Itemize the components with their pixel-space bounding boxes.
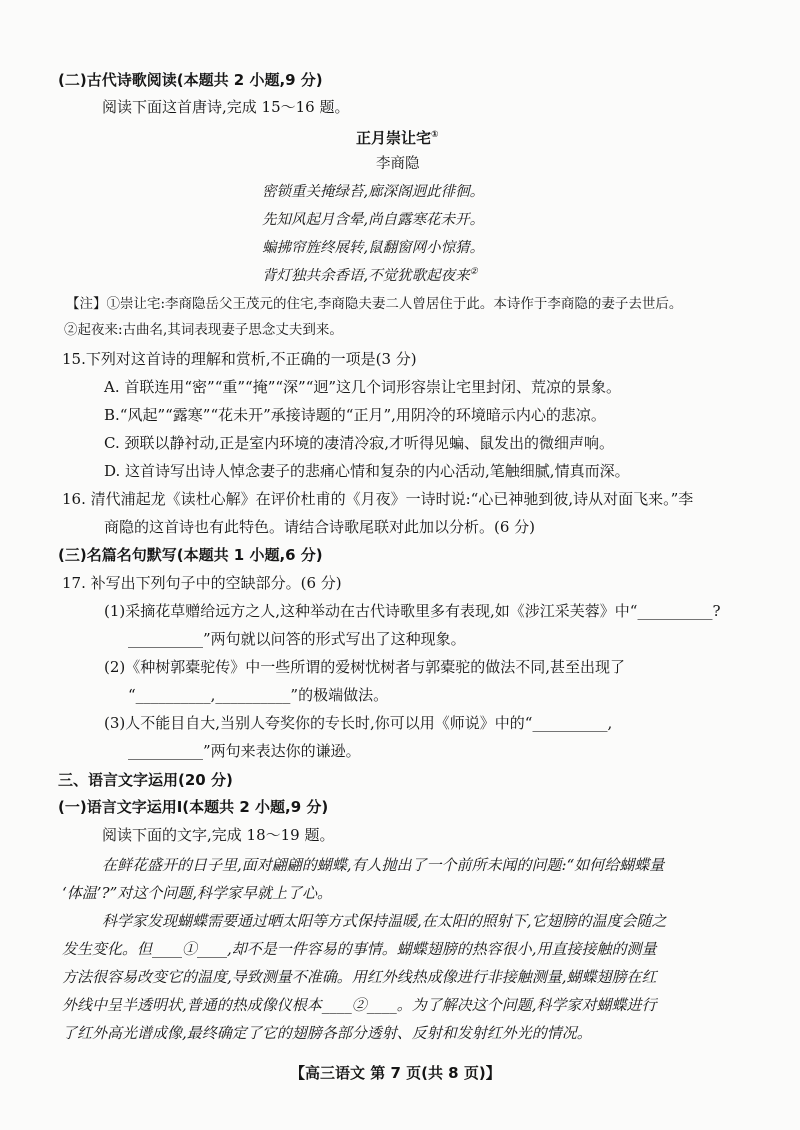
question-17-part-3b: __________”两句来表达你的谦逊。 [128,742,361,760]
section-heading-language-1: (一)语言文字运用Ⅰ(本题共 2 小题,9 分) [58,798,329,816]
page-footer: 【高三语文 第 7 页(共 8 页)】 [290,1064,501,1082]
passage-paragraph-2-line-5: 了红外高光谱成像,最终确定了它的翅膀各部分透射、反射和发射红外光的情况。 [62,1024,592,1042]
passage-paragraph-1-line-1: 在鲜花盛开的日子里,面对翩翩的蝴蝶,有人抛出了一个前所未闻的问题:“如何给蝴蝶量 [102,856,665,874]
question-17-part-2a: (2)《种树郭橐驼传》中一些所谓的爱树忧树者与郭橐驼的做法不同,甚至出现了 [104,658,626,676]
poem-title-footnote-mark: ① [431,130,439,140]
poetry-instruction: 阅读下面这首唐诗,完成 15～16 题。 [102,98,350,116]
question-16-line-2: 商隐的这首诗也有此特色。请结合诗歌尾联对此加以分析。(6 分) [104,518,536,536]
question-15-stem: 15.下列对这首诗的理解和赏析,不正确的一项是(3 分) [62,350,417,368]
language-instruction: 阅读下面的文字,完成 18～19 题。 [102,826,335,844]
question-17-part-2b: “__________,__________”的极端做法。 [128,686,389,704]
poem-title [356,128,439,148]
poem-line-4 [262,266,478,286]
question-17-part-3a: (3)人不能目自大,当别人夸奖你的专长时,你可以用《师说》中的“__________, [104,714,613,732]
passage-paragraph-2-line-2: 发生变化。但____①____,却不是一件容易的事情。蝴蝶翅膀的热容很小,用直接接触的测量 [62,940,657,958]
poem-line-2: 先知风起月含晕,尚自露寒花未开。 [262,212,485,228]
poem-title-text: 正月崇让宅 [356,129,432,147]
section-heading-dictation: (三)名篇名句默写(本题共 1 小题,6 分) [58,546,323,564]
passage-paragraph-2-line-3: 方法很容易改变它的温度,导致测量不准确。用红外线热成像进行非接触测量,蝴蝶翅膀在红 [62,968,657,986]
question-16-line-1: 16. 清代浦起龙《读杜心解》在评价杜甫的《月夜》一诗时说:“心已神驰到彼,诗从对面飞来。”李 [62,490,694,508]
question-15-option-a: A. 首联连用“密”“重”“掩”“深”“迥”这几个词形容崇让宅里封闭、荒凉的景象。 [104,378,622,396]
question-17-part-1b: __________”两句就以问答的形式写出了这种现象。 [128,630,466,648]
poem-line-3: 蝙拂帘旌终展转,鼠翻窗网小惊猜。 [262,240,485,256]
question-15-option-c: C. 颈联以静衬动,正是室内环境的凄清冷寂,才听得见蝙、鼠发出的微细声响。 [104,434,615,452]
question-15-option-b: B.“风起”“露寒”“花未开”承接诗题的“正月”,用阴冷的环境暗示内心的悲凉。 [104,406,606,424]
passage-paragraph-2-line-1: 科学家发现蝴蝶需要通过晒太阳等方式保持温暖,在太阳的照射下,它翅膀的温度会随之 [102,912,667,930]
part-heading-language: 三、语言文字运用(20 分) [58,771,233,789]
poem-line-4-text: 背灯独共余香语,不觉犹歌起夜来 [262,268,470,284]
section-heading-poetry: (二)古代诗歌阅读(本题共 2 小题,9 分) [58,71,323,89]
question-17-part-1a: (1)采摘花草赠给远方之人,这种举动在古代诗歌里多有表现,如《涉江采芙蓉》中“__________? [104,602,721,620]
passage-paragraph-1-line-2: ‘体温’?”对这个问题,科学家早就上了心。 [62,884,333,902]
question-15-option-d: D. 这首诗写出诗人悼念妻子的悲痛心情和复杂的内心活动,笔触细腻,情真而深。 [104,462,630,480]
question-17-stem: 17. 补写出下列句子中的空缺部分。(6 分) [62,574,342,592]
poem-line-1: 密锁重关掩绿苔,廊深阁迥此徘徊。 [262,184,485,200]
passage-paragraph-2-line-4: 外线中呈半透明状,普通的热成像仪根本____②____。为了解决这个问题,科学家对蝴蝶进行 [62,996,657,1014]
poem-author: 李商隐 [376,156,420,172]
poem-line-footnote-mark: ② [469,267,478,278]
poem-note-1: 【注】①崇让宅:李商隐岳父王茂元的住宅,李商隐夫妻二人曾居住于此。本诗作于李商隐的妻子去世后。 [66,296,683,312]
poem-note-2: ②起夜来:古曲名,其词表现妻子思念丈夫到来。 [64,322,343,338]
